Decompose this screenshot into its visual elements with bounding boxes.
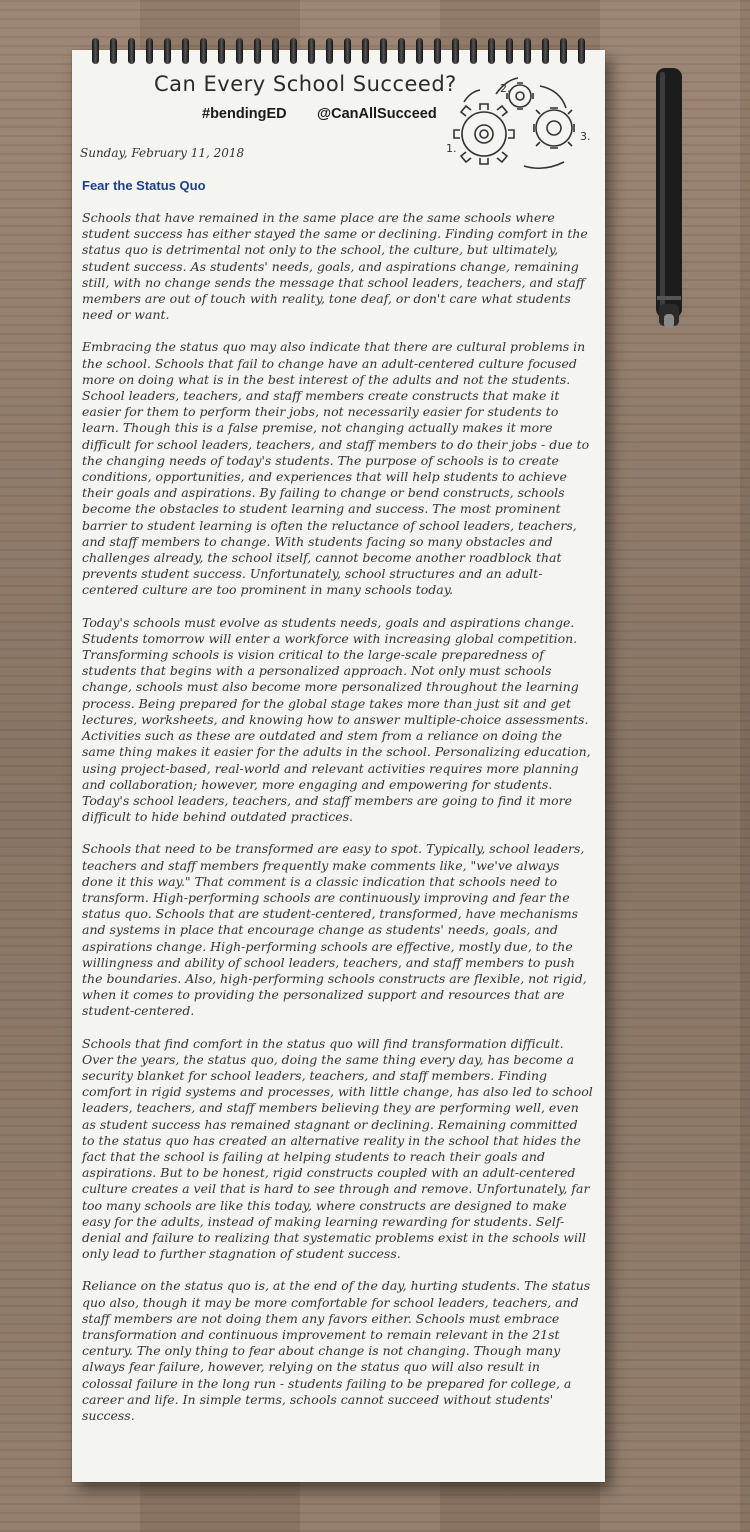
notepad bbox=[72, 50, 605, 1482]
header bbox=[72, 50, 605, 193]
paragraph: Embracing the status quo may also indicate that there are cultural problems in the school. Schools that fail to change have an adult-centered culture focused more on doing what is in the best interest of the adults and not the students. School leaders, teachers, and staff members create constructs that make it easier for them to perform their jobs, not necessarily easier for students to learn. Though this is a false premise, not changing actually makes it more difficult for school leaders, teachers, and staff members to do their jobs - due to the changing needs of today's students. The purpose of schools is to create conditions, opportunities, and experiences that will help students to achieve their goals and aspirations. By failing to change or bend constructs, schools become the obstacles to student learning and success. The most prominent barrier to student learning is often the reluctance of school leaders, teachers, and staff members to change. With students facing so many obstacles and challenges already, the school itself, cannot become another roadblock that prevents student success. Unfortunately, school structures and an adult-centered culture are too prominent in many schools today. bbox=[82, 339, 590, 598]
spiral-binding bbox=[72, 28, 605, 68]
post-date: Sunday, February 11, 2018 bbox=[80, 146, 245, 160]
paragraph: Today's schools must evolve as students needs, goals and aspirations change. Students tomorrow will enter a workforce with increasing global competition. Transforming schools is vision critical to the large-scale preparedness of students that begins with a personalized approach. Not only must schools change, schools must also become more personalized throughout the learning process. Being prepared for the global stage takes more than just sit and get lectures, worksheets, and knowing how to answer multiple-choice assessments. Activities such as these are outdated and stem from a reliance on doing the same thing makes it easier for the adults in the school. Personalizing education, using project-based, real-world and relevant activities requires more planning and collaboration; however, more engaging and empowering for students. Today's school leaders, teachers, and staff members are going to find it more difficult to hide behind outdated practices. bbox=[82, 614, 591, 825]
page-title: Can Every School Succeed? bbox=[154, 72, 457, 96]
pen-image bbox=[648, 64, 690, 330]
gear-label-1: 1. bbox=[446, 142, 457, 155]
twitter-handle: @CanAllSucceed bbox=[317, 106, 437, 122]
hashtag: #bendingED bbox=[202, 106, 287, 122]
paragraph: Schools that need to be transformed are easy to spot. Typically, school leaders, teachers and staff members frequently make comments like, "we've always done it this way." That comment is a classic indication that schools need to transform. High-performing schools are continuously improving and fear the status quo. Schools that are student-centered, transformed, have mechanisms and systems in place that encourage change as students' needs, goals, and aspirations change. High-performing schools are effective, mostly due, to the willingness and ability of school leaders, teachers, and staff members to push the boundaries. Also, high-performing schools constructs are flexible, not rigid, when it comes to providing the personalized support and resources that are student-centered. bbox=[82, 841, 587, 1019]
post-body bbox=[82, 210, 594, 1440]
gear-label-2: 2. bbox=[500, 82, 511, 95]
paragraph: Schools that find comfort in the status quo will find transformation difficult. Over the years, the status quo, doing the same thing every day, has become a security blanket for school leaders, teachers, and staff members. Finding comfort in rigid systems and processes, with little change, has also led to school leaders, teachers, and staff members believing they are performing well, even as student success has remained stagnant or declining. Remaining committed to the status quo has created an alternative reality in the school that hides the fact that the school is failing at helping students to reach their goals and aspirations. But to be honest, rigid constructs coupled with an adult-centered culture creates a veil that is hard to see through and remove. Unfortunately, far too many schools are like this today, where constructs are designed to make easy for the adults, instead of making learning rewarding for students. Self-denial and failure to realizing that systematic problems exist in the schools will only lead to further stagnation of student success. bbox=[82, 1035, 593, 1262]
gear-label-3: 3. bbox=[580, 130, 591, 143]
post-heading: Fear the Status Quo bbox=[82, 178, 206, 193]
paragraph: Schools that have remained in the same place are the same schools where student success has either stayed the same or declining. Finding comfort in the status quo is detrimental not only to the school, the culture, but ultimately, student success. As students' needs, goals, and aspirations change, remaining still, with no change sends the message that school leaders, teachers, and staff members are out of touch with reality, tone deaf, or don't care what students need or want. bbox=[82, 210, 588, 323]
gears-icon bbox=[444, 72, 594, 172]
paragraph: Reliance on the status quo is, at the end of the day, hurting students. The status quo also, though it may be more comfortable for school leaders, teachers, and staff members are not doing them any favors either. Schools must embrace transformation and continuous improvement to remain relevant in the 21st century. The only thing to fear about change is not changing. Though many always fear failure, however, relying on the status quo will also result in colossal failure in the long run - students failing to be prepared for college, a career and life. In simple terms, schools cannot succeed without students' success. bbox=[82, 1278, 591, 1424]
